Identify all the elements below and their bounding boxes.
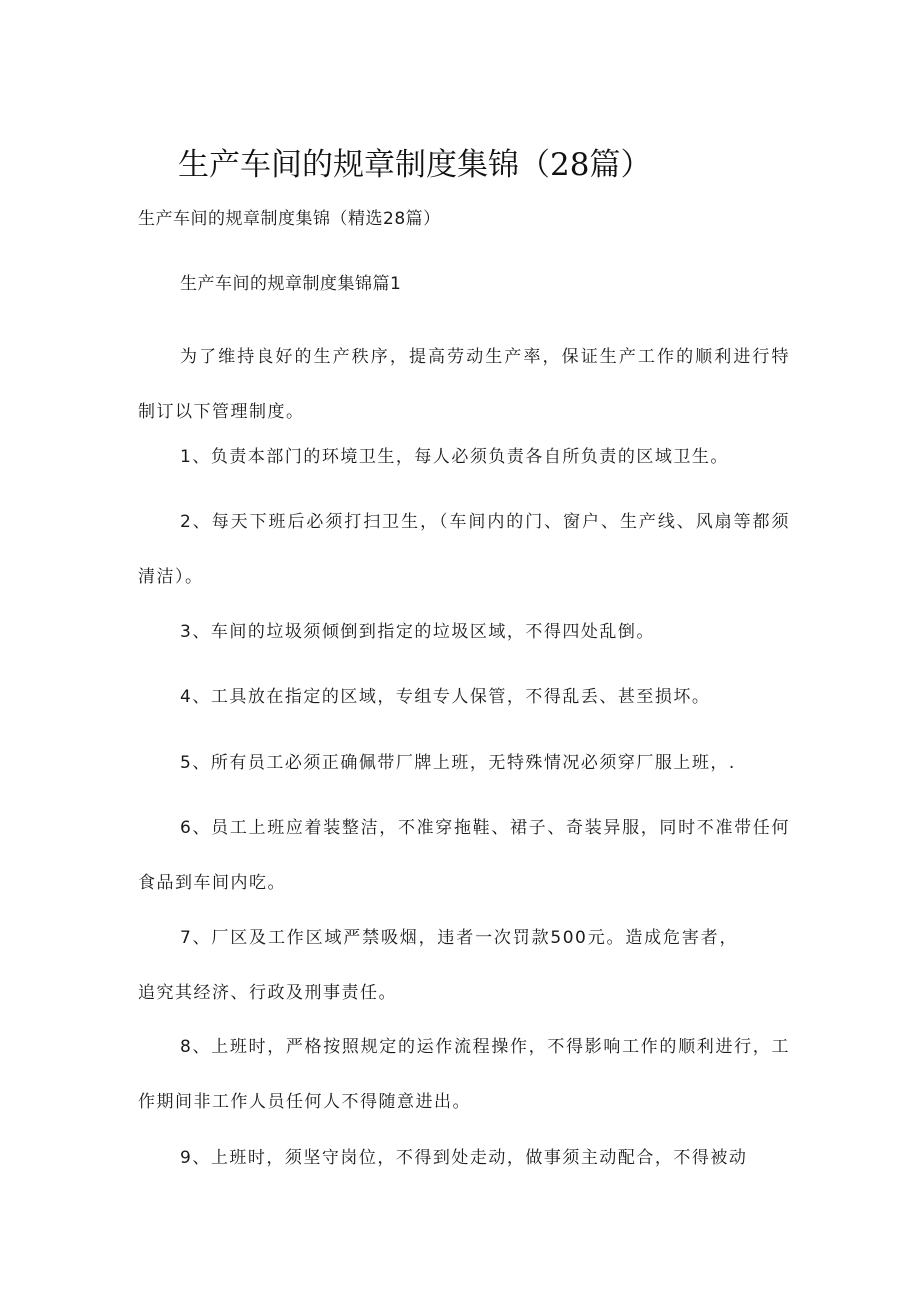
rule-2: 2、每天下班后必须打扫卫生，（车间内的门、窗户、生产线、风扇等都须清洁）。 bbox=[138, 512, 790, 587]
rule-6: 6、员工上班应着装整洁，不准穿拖鞋、裙子、奇装异服，同时不准带任何食品到车间内吃。 bbox=[138, 818, 790, 893]
rule-7: 7、厂区及工作区域严禁吸烟，违者一次罚款500元。造成危害者，追究其经济、行政及刑事责任。 bbox=[138, 928, 738, 1003]
intro-paragraph: 为了维持良好的生产秩序，提高劳动生产率，保证生产工作的顺利进行特制订以下管理制度。 bbox=[138, 347, 790, 422]
rule-5: 5、所有员工必须正确佩带厂牌上班，无特殊情况必须穿厂服上班，. bbox=[180, 753, 736, 773]
rule-1: 1、负责本部门的环境卫生，每人必须负责各自所负责的区域卫生。 bbox=[180, 447, 729, 467]
rule-3: 3、车间的垃圾须倾倒到指定的垃圾区域，不得四处乱倒。 bbox=[180, 622, 655, 642]
rule-9: 9、上班时，须坚守岗位，不得到处走动，做事须主动配合，不得被动 bbox=[180, 1148, 748, 1168]
rule-8: 8、上班时，严格按照规定的运作流程操作，不得影响工作的顺利进行，工作期间非工作人员任何人不得随意进出。 bbox=[138, 1037, 790, 1112]
section-heading: 生产车间的规章制度集锦篇1 bbox=[180, 274, 402, 294]
document-subtitle: 生产车间的规章制度集锦（精选28篇） bbox=[138, 209, 441, 229]
rule-4: 4、工具放在指定的区域，专组专人保管，不得乱丢、甚至损坏。 bbox=[180, 687, 711, 707]
document-title: 生产车间的规章制度集锦（28篇） bbox=[178, 147, 652, 183]
